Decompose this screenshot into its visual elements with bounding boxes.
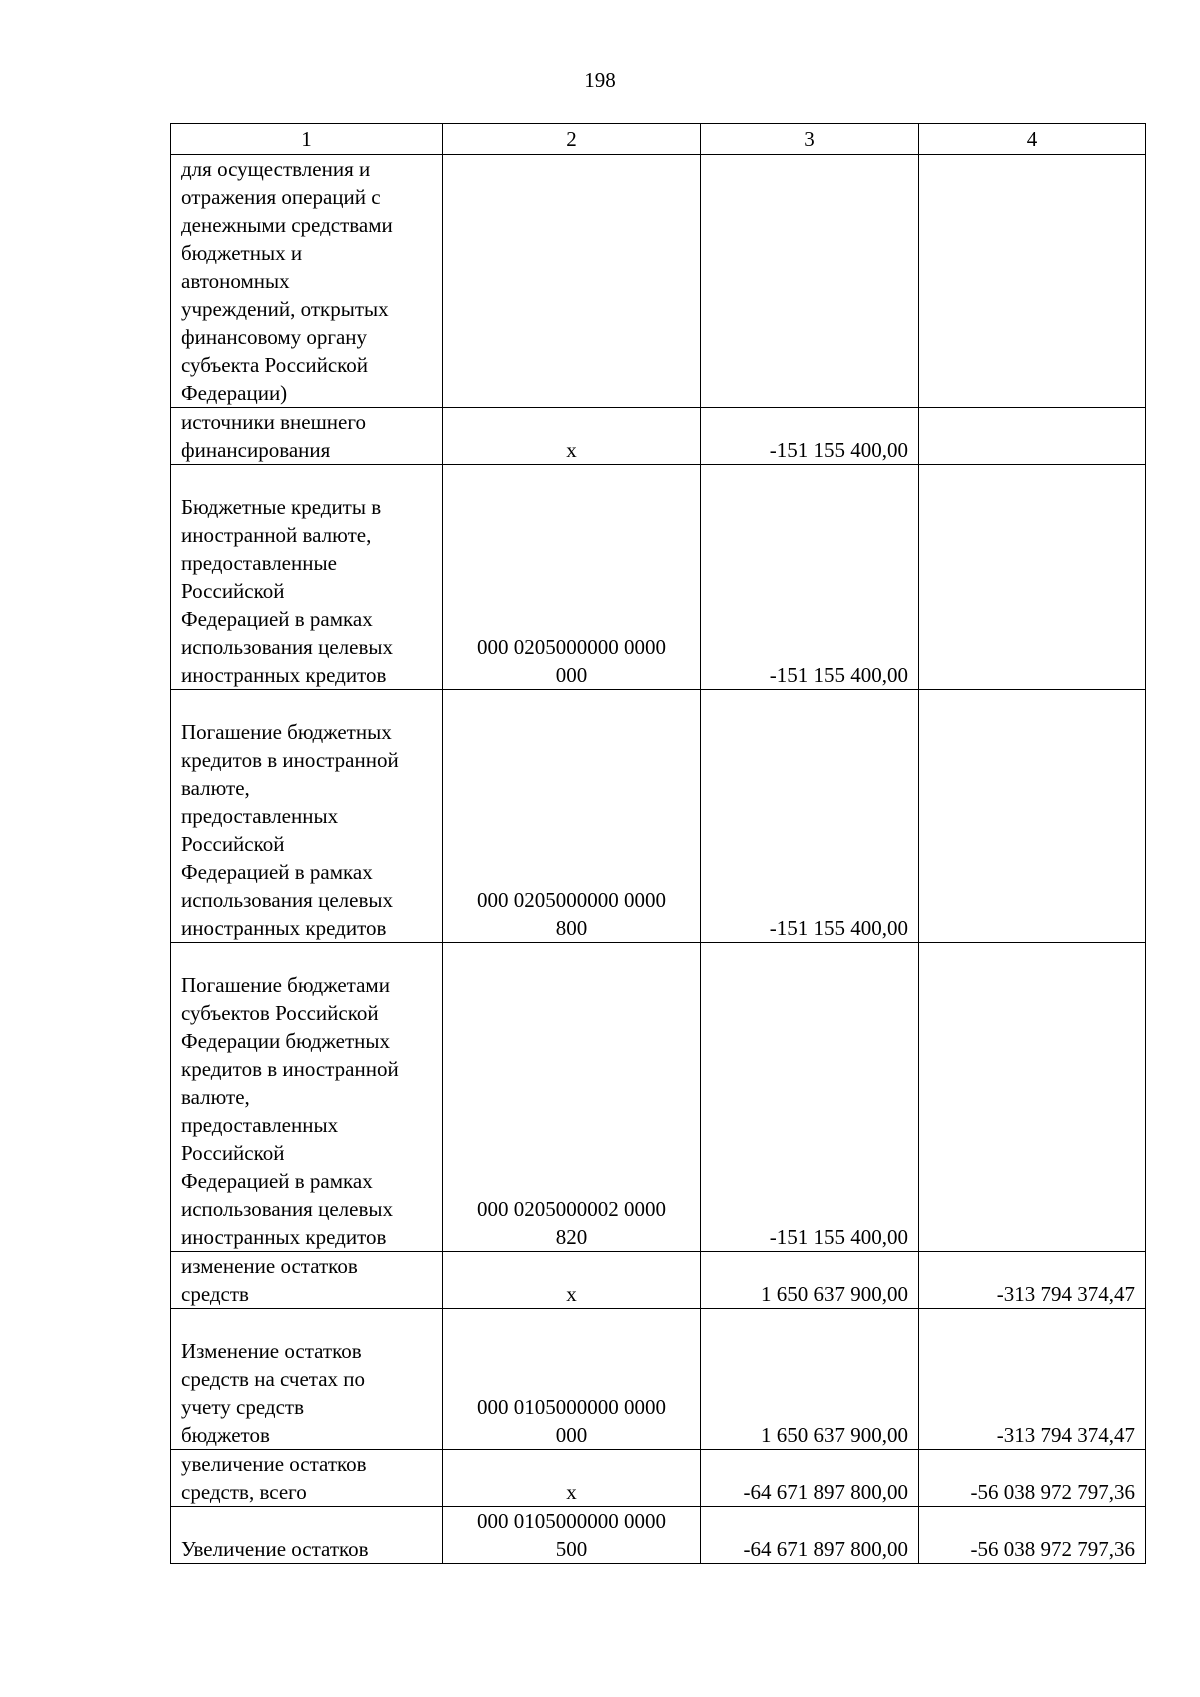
row-plan-amount: -151 155 400,00	[701, 465, 919, 690]
column-header-2: 2	[443, 124, 701, 155]
row-fact-amount: -56 038 972 797,36	[919, 1507, 1146, 1564]
row-fact-amount	[919, 408, 1146, 465]
row-fact-amount	[919, 155, 1146, 408]
row-plan-amount: -151 155 400,00	[701, 408, 919, 465]
column-header-4: 4	[919, 124, 1146, 155]
row-code: 000 0205000000 0000 000	[443, 465, 701, 690]
row-code: 000 0105000000 0000 000	[443, 1309, 701, 1450]
row-plan-amount: 1 650 637 900,00	[701, 1252, 919, 1309]
row-fact-amount: -56 038 972 797,36	[919, 1450, 1146, 1507]
row-plan-amount: -151 155 400,00	[701, 690, 919, 943]
row-plan-amount: 1 650 637 900,00	[701, 1309, 919, 1450]
row-plan-amount: -64 671 897 800,00	[701, 1450, 919, 1507]
row-plan-amount: -151 155 400,00	[701, 943, 919, 1252]
table-row	[171, 1450, 1146, 1507]
budget-sources-table	[170, 123, 1146, 1564]
row-code: х	[443, 1252, 701, 1309]
table-row	[171, 155, 1146, 408]
row-code	[443, 155, 701, 408]
row-plan-amount	[701, 155, 919, 408]
row-name: для осуществления и отражения операций с денежными средствами бюджетных и автономных учреждений, открытых финансовому органу субъекта Российской Федерации)	[171, 155, 443, 408]
row-code: х	[443, 408, 701, 465]
row-fact-amount	[919, 465, 1146, 690]
row-name: Бюджетные кредиты в иностранной валюте, предоставленные Российской Федерацией в рамках использования целевых иностранных кредитов	[171, 465, 443, 690]
row-code: 000 0205000002 0000 820	[443, 943, 701, 1252]
column-header-1: 1	[171, 124, 443, 155]
row-code: х	[443, 1450, 701, 1507]
table-row	[171, 408, 1146, 465]
table-row	[171, 690, 1146, 943]
row-name: источники внешнего финансирования	[171, 408, 443, 465]
row-fact-amount	[919, 690, 1146, 943]
row-fact-amount: -313 794 374,47	[919, 1252, 1146, 1309]
table-row	[171, 1309, 1146, 1450]
row-name: Изменение остатков средств на счетах по учету средств бюджетов	[171, 1309, 443, 1450]
row-name: Погашение бюджетами субъектов Российской Федерации бюджетных кредитов в иностранной валюте, предоставленных Российской Федерацией в рамках использования целевых иностранных кредитов	[171, 943, 443, 1252]
row-name: Увеличение остатков	[171, 1507, 443, 1564]
table-row	[171, 1252, 1146, 1309]
row-plan-amount: -64 671 897 800,00	[701, 1507, 919, 1564]
row-fact-amount: -313 794 374,47	[919, 1309, 1146, 1450]
row-name: увеличение остатков средств, всего	[171, 1450, 443, 1507]
row-name: изменение остатков средств	[171, 1252, 443, 1309]
table-row	[171, 465, 1146, 690]
table-header-row	[171, 124, 1146, 155]
row-code: 000 0205000000 0000 800	[443, 690, 701, 943]
page-number: 198	[584, 68, 616, 92]
table-row	[171, 943, 1146, 1252]
table-row	[171, 1507, 1146, 1564]
row-fact-amount	[919, 943, 1146, 1252]
row-name: Погашение бюджетных кредитов в иностранной валюте, предоставленных Российской Федерацией в рамках использования целевых иностранных кредитов	[171, 690, 443, 943]
column-header-3: 3	[701, 124, 919, 155]
row-code: 000 0105000000 0000 500	[443, 1507, 701, 1564]
